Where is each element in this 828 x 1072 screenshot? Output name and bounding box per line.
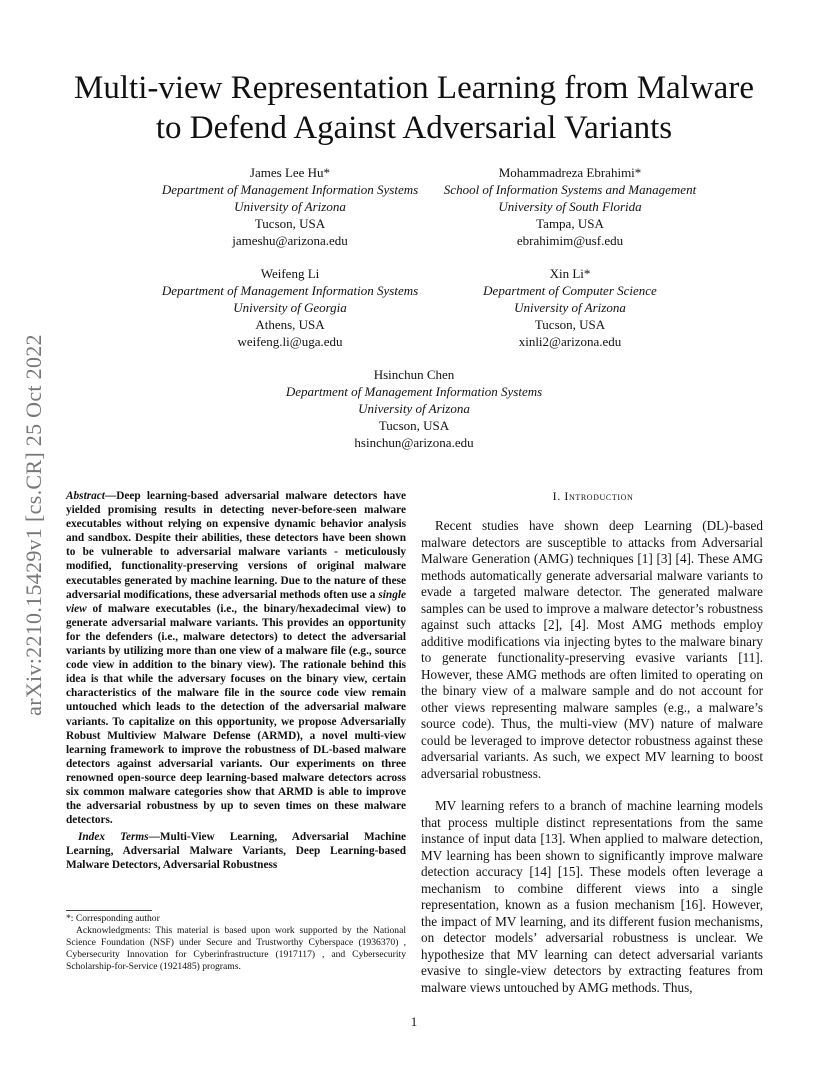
footnote bbox=[66, 910, 406, 973]
abstract-emphasis: single view bbox=[66, 588, 406, 615]
author-department: Department of Management Information Systems bbox=[285, 384, 543, 399]
author-name: Hsinchun Chen bbox=[373, 367, 455, 382]
author-location: Athens, USA bbox=[255, 317, 325, 332]
author-university: University of Georgia bbox=[233, 300, 347, 315]
author-university: University of Arizona bbox=[514, 300, 626, 315]
author-location: Tucson, USA bbox=[534, 317, 606, 332]
author-block-4 bbox=[400, 265, 740, 350]
author-name: Xin Li* bbox=[549, 266, 591, 281]
author-email: hsinchun@arizona.edu bbox=[354, 435, 474, 450]
author-department: School of Information Systems and Management bbox=[443, 182, 697, 197]
intro-paragraph-2: MV learning refers to a branch of machine learning models that process multiple distinct representations from the same instance of input data [13]. When applied to malware detection, MV learning has been shown to significantly improve malware detection accuracy [14] [15]. These models often leverage a mechanism to combine different views into a single representation, known as a fusion mechanism [16]. However, the impact of MV learning, and its different fusion mechanisms, on detector models’ adversarial robustness is unclear. We hypothesize that MV learning can detect adversarial variants evasive to single-view detectors by extracting features from malware views untouched by AMG methods. Thus, bbox=[421, 798, 763, 995]
arxiv-identifier-sidebar bbox=[14, 290, 54, 760]
page-number: 1 bbox=[410, 1014, 418, 1029]
section-heading-introduction: I. Introduction bbox=[552, 489, 634, 503]
author-location: Tucson, USA bbox=[378, 418, 450, 433]
index-terms bbox=[66, 830, 406, 872]
author-university: University of South Florida bbox=[498, 199, 642, 214]
abstract bbox=[66, 489, 406, 827]
author-name: James Lee Hu* bbox=[249, 165, 331, 180]
footnote-corresponding: *: Corresponding author bbox=[66, 913, 160, 924]
author-location: Tampa, USA bbox=[536, 216, 604, 231]
author-email: jameshu@arizona.edu bbox=[232, 233, 348, 248]
paper-title: Multi-view Representation Learning from Malware to Defend Against Adversarial Variants bbox=[74, 70, 754, 146]
author-name: Weifeng Li bbox=[260, 266, 320, 281]
abstract-label: Abstract bbox=[66, 490, 105, 502]
author-email: ebrahimim@usf.edu bbox=[516, 233, 624, 248]
intro-paragraph-1: Recent studies have shown deep Learning (DL)-based malware detectors are susceptible to attacks from Adversarial Malware Generation (AMG) techniques [1] [3] [4]. These AMG methods automatically generate adversarial malware variants to evade a targeted malware detector. The generated malware samples can be used to improve a malware detector’s robustness against such attacks [2], [4]. Most AMG methods employ additive modifications via injecting bytes to the malware binary to generate functionality-preserving evasive variants [11]. However, these AMG methods are often limited to operating on the binary view of a malware sample and do not account for other views representing malware samples (e.g., a malware’s source code). Thus, the multi-view (MV) nature of malware could be leveraged to improve detector robustness against these adversarial variants. As such, we expect MV learning to boost adversarial robustness. bbox=[421, 518, 763, 781]
author-university: University of Arizona bbox=[358, 401, 470, 416]
author-location: Tucson, USA bbox=[254, 216, 326, 231]
abstract-text-part1: —Deep learning-based adversarial malware detectors have yielded promising results in detecting never-before-seen malware executables without relying on expensive dynamic behavior analysis and sandbox. Despite their abilities, these detectors have been shown to be vulnerable to adversarial malware variants - meticulously modified, functionality-preserving versions of original malware executables generated by machine learning. Due to the nature of these adversarial modifications, these adversarial methods often use a bbox=[66, 490, 406, 601]
author-department: Department of Computer Science bbox=[483, 283, 657, 298]
index-terms-text: —Multi-View Learning, Adversarial Machine Learning, Adversarial Malware Variants, Deep Learning-based Malware Detectors, Adversarial Robustness bbox=[66, 831, 406, 872]
author-department: Department of Management Information Systems bbox=[161, 182, 419, 197]
footnote-rule bbox=[66, 910, 152, 911]
author-email: weifeng.li@uga.edu bbox=[237, 334, 343, 349]
author-name: Mohammadreza Ebrahimi* bbox=[498, 165, 642, 180]
footnote-acknowledgments: Acknowledgments: This material is based upon work supported by the National Science Foundation (NSF) under Secure and Trustworthy Cyberspace (1936370) , Cybersecurity Innovation for Cyberinfrastructure (1917117) , and Cybersecurity Scholarship-for-Service (1921485) programs. bbox=[66, 925, 406, 972]
author-block-2 bbox=[400, 164, 740, 249]
index-terms-label: Index Terms bbox=[78, 831, 149, 843]
author-department: Department of Management Information Systems bbox=[161, 283, 419, 298]
author-university: University of Arizona bbox=[234, 199, 346, 214]
author-block-5 bbox=[244, 366, 584, 451]
author-email: xinli2@arizona.edu bbox=[518, 334, 622, 349]
arxiv-id-text: arXiv:2210.15429v1 [cs.CR] 25 Oct 2022 bbox=[21, 334, 47, 716]
abstract-text-part2: of malware executables (i.e., the binary/hexadecimal view) to generate adversarial malware variants. This provides an opportunity for the defenders (i.e., malware detectors) to detect the adversarial variants by utilizing more than one view of a malware file (e.g., source code view in addition to the binary view). The rationale behind this idea is that while the adversary focuses on the binary view, certain characteristics of the malware file in the source code view remain untouched which leads to the detection of the adversarial malware variants. To capitalize on this opportunity, we propose Adversarially Robust Multiview Malware Defense (ARMD), a novel multi-view learning framework to improve the robustness of DL-based malware detectors against adversarial variants. Our experiments on three renowned open-source deep learning-based malware detectors across six common malware categories show that ARMD is able to improve the adversarial robustness by up to seven times on these malware detectors. bbox=[66, 602, 406, 827]
